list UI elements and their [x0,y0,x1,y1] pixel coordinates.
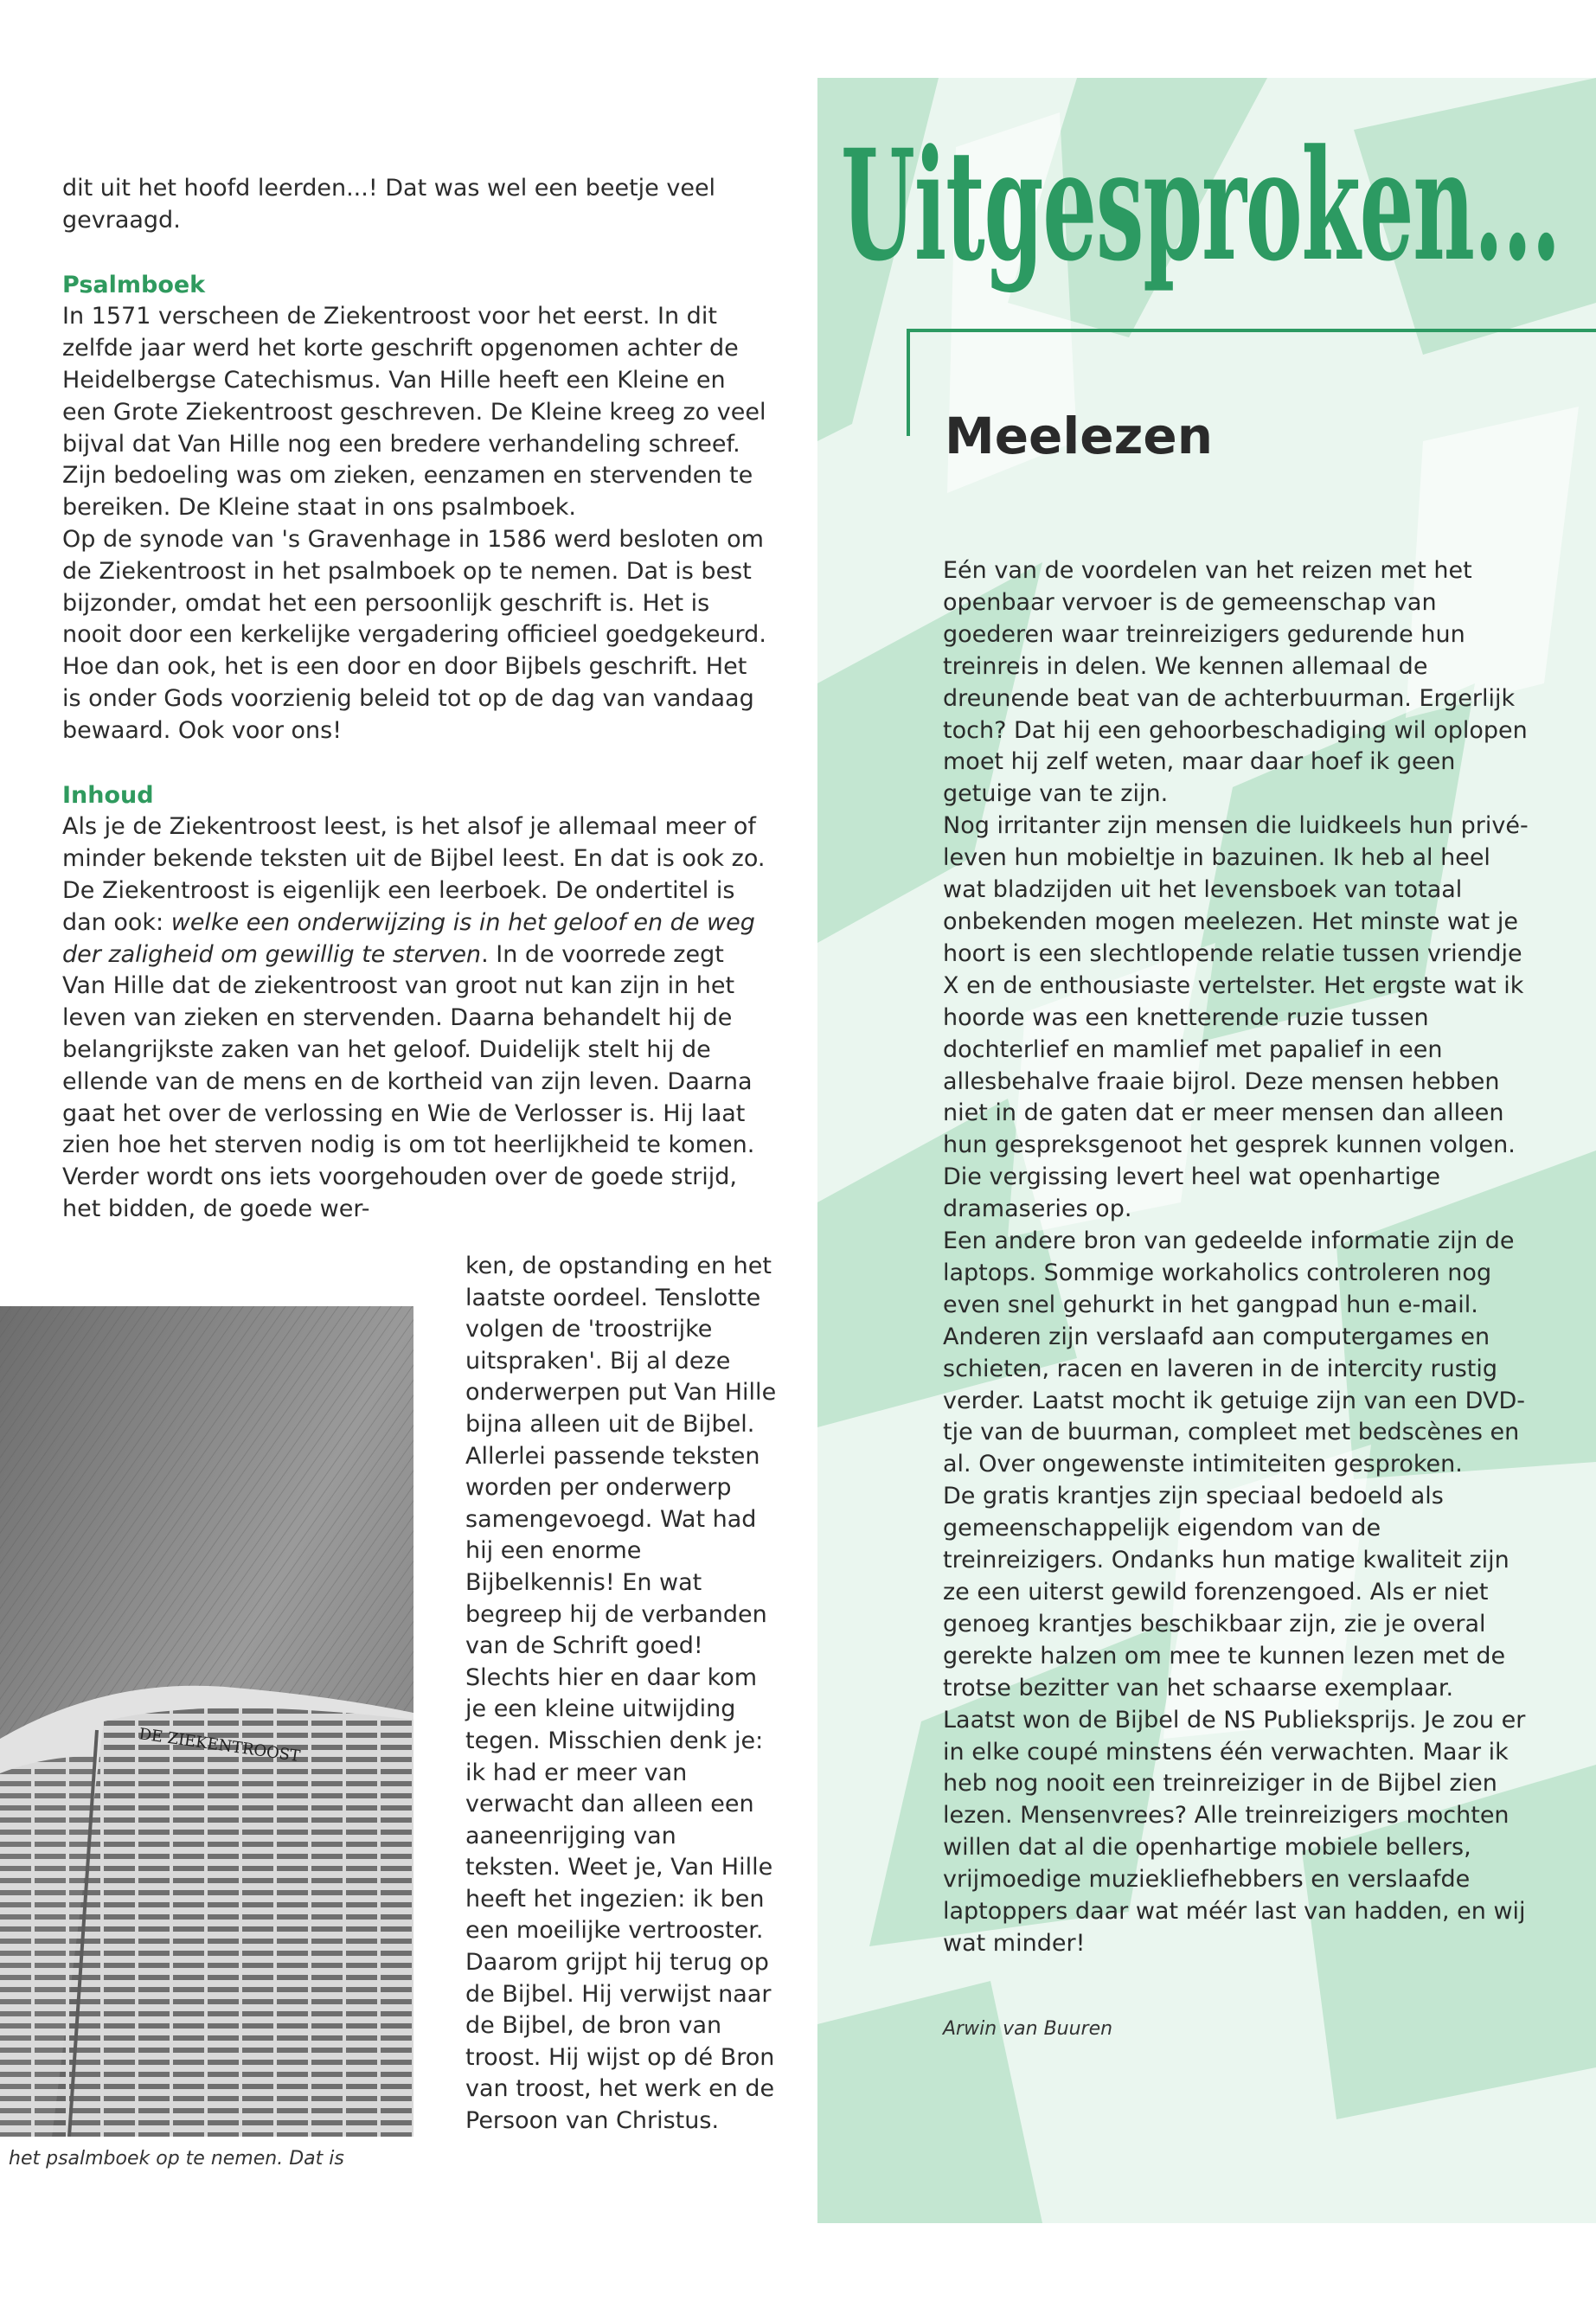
column-paragraph: Een andere bron van gedeelde informatie zijn de laptops. Sommige workaholics controleren nog even snel gehurkt in het gangpad hun e-mail. Anderen zijn verslaafd aan computergames en schieten, racen en laveren in de intercity rustig verder. Laatst mocht ik getuige zijn van een DVD-tje van de buurman, compleet met bedscènes en al. Over ongewenste intimiteiten gesproken. [943,1227,1525,1478]
column-paragraph: De gratis krantjes zijn speciaal bedoeld als gemeenschappelijk eigendom van de treinreizigers. Ondanks hun matige kwaliteit zijn ze een uiterst gewild forenzengoed. Als er niet genoeg krantjes beschikbaar zijn, zie je overal gerekte halzen om mee te kunnen lezen met de trotse bezitter van het schaarse exemplaar. [943,1483,1509,1702]
intro-paragraph: dit uit het hoofd leerden...! Dat was wel een beetje veel gevraagd. [62,175,716,234]
book-page-title: DE ZIEKENTROOST [138,1725,302,1766]
open-book-illustration [0,1306,413,2137]
wrapped-paragraph: ken, de opstanding en het laatste oordeel. Tenslotte volgen de 'troostrijke uitspraken'. Bij al deze onderwerpen put Van Hille bijna alleen uit de Bijbel. Allerlei passende teksten worden per onderwerp samengevoegd. Wat had hij een enorme Bijbelkennis! En wat begreep hij de verbanden van de Schrift goed! Slechts hier en daar kom je een kleine uitwijding tegen. Misschien denk je: ik had er meer van verwacht dan alleen een aaneenrijging van teksten. Weet je, Van Hille heeft het ingezien: ik ben een moeilijke vertrooster. Daarom grijpt hij terug op de Bijbel. Hij verwijst naar de Bijbel, de bron van troost. Hij wijst op dé Bron van troost, het werk en de Persoon van Christus. [465,1253,777,2135]
inhoud-paragraph [62,811,767,1225]
subtitle-italic: welke een onderwijzing is in het geloof en de weg der zaligheid om gewillig te sterven [62,908,755,968]
inhoud-text-b: . In de voorrede zegt Van Hille dat de ziekentroost van groot nut kan zijn in het leven van zieken en stervenden. Daarna behandelt hij de belangrijkste zaken van het geloof. Duidelijk stelt hij de ellende van de mens en de kortheid van zijn leven. Daarna gaat het over de verlossing en Wie de Verlosser is. Hij laat zien hoe het sterven nodig is om tot heerlijkheid te komen. Verder wordt ons iets voorgehouden over de goede strijd, het bidden, de goede wer- [62,940,755,1222]
headline-rule-horizontal [907,329,1596,332]
headline-rule-vertical [907,329,910,436]
column-body [943,555,1531,1960]
author-byline: Arwin van Buuren [943,2018,1113,2040]
inhoud-heading: Inhoud [62,781,154,809]
psalmboek-paragraph-1: In 1571 verscheen de Ziekentroost voor het eerst. In dit zelfde jaar werd het korte geschrift opgenomen achter de Heidelbergse Catechismus. Van Hille heeft een Kleine en een Grote Ziekentroost geschreven. De Kleine kreeg zo veel bijval dat Van Hille nog een bredere verhandeling schreef. Zijn bedoeling was om zieken, eenzamen en stervenden te bereiken. De Kleine staat in ons psalmboek. [62,303,766,522]
column-paragraph: Nog irritanter zijn mensen die luidkeels hun privé-leven hun mobieltje in bazuinen. Ik heb al heel wat bladzijden uit het levensboek van totaal onbekenden mogen meelezen. Het minste wat je hoort is een slechtlopende relatie tussen vriendje X en de enthousiaste vertelster. Het ergste wat ik hoorde was een knetterende ruzie tussen dochterlief en mamlief met papalief in een allesbehalve fraaie bijrol. Deze mensen hebben niet in de gaten dat er meer mensen dan alleen hun gespreksgenoot het gesprek kunnen volgen. Die vergissing levert heel wat openhartige dramaseries op. [943,812,1529,1223]
column-paragraph: Eén van de voordelen van het reizen met het openbaar vervoer is de gemeenschap van goederen waar treinreizigers gedurende hun treinreis in delen. We kennen allemaal de dreunende beat van de achterbuurman. Ergerlijk toch? Dat hij een gehoorbeschadiging wil oplopen moet hij zelf weten, maar daar hoef ik geen getuige van te zijn. [943,557,1528,808]
column-paragraph: Laatst won de Bijbel de NS Publieksprijs. Je zou er in elke coupé minstens één verwachten. Maar ik heb nog nooit een treinreiziger in de Bijbel zien lezen. Mensenvrees? Alle treinreizigers mochten willen dat al die openhartige mobiele bellers, vrijmoedige muziekliefhebbers en verslaafde laptoppers daar wat méér last van hadden, en wij wat minder! [943,1706,1526,1957]
psalmboek-heading: Psalmboek [62,271,206,298]
headline-uitgesproken: Uitgesproken... [841,116,1561,295]
left-article-column [62,173,767,1226]
open-bible-photo [0,1306,413,2137]
psalmboek-paragraph-2: Op de synode van 's Gravenhage in 1586 werd besloten om de Ziekentroost in het psalmboek op te nemen. Dat is best bijzonder, omdat het een persoonlijk geschrift is. Het is nooit door een kerkelijke vergadering officieel goedgekeurd. Hoe dan ook, het is een door en door Bijbels geschrift. Het is onder Gods voorzienig beleid tot op de dag van vandaag bewaard. Ook voor ons! [62,525,766,744]
inhoud-text-a: Als je de Ziekentroost leest, is het alsof je allemaal meer of minder bekende teksten uit de Bijbel leest. En dat is ook zo. De Ziekentroost is eigenlijk een leerboek. De ondertitel is dan ook: [62,813,766,936]
photo-caption: het psalmboek op te nemen. Dat is [9,2148,344,2170]
column-title: Meelezen [945,407,1213,465]
